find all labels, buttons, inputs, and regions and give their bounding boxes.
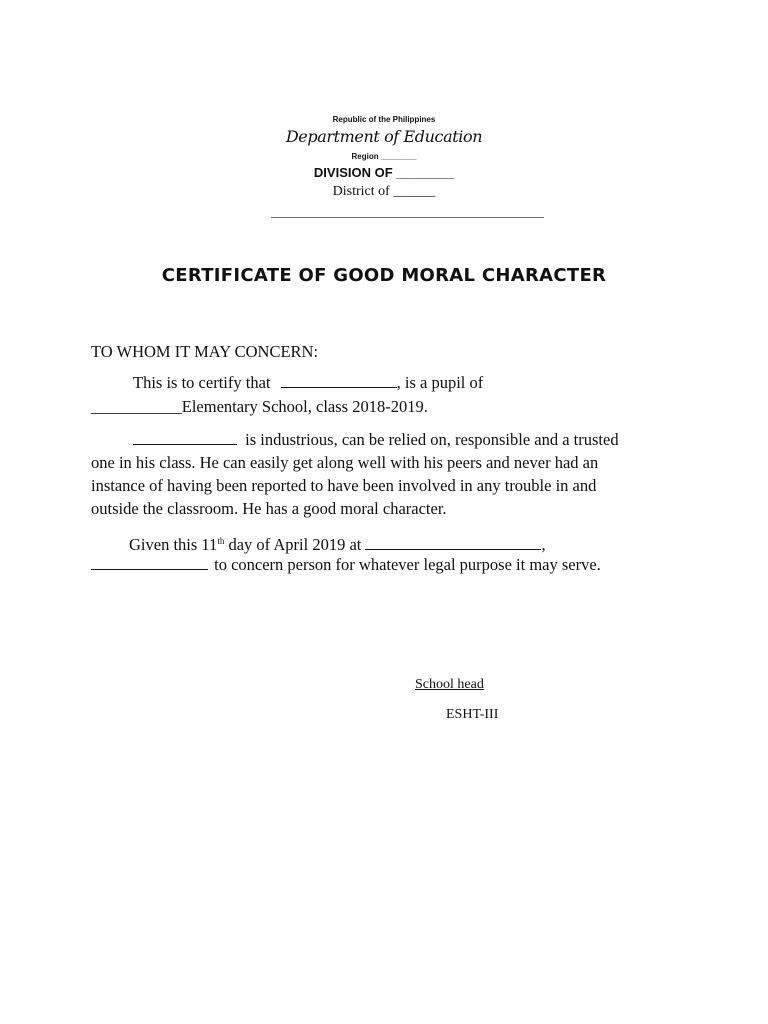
day-of-text: day of April 2019 at	[224, 535, 362, 554]
district-label: District of ______	[332, 184, 436, 199]
given-text: Given this 11	[129, 535, 218, 554]
division-label: DIVISION OF ________	[313, 165, 455, 180]
pupil-name-blank-2	[133, 429, 237, 445]
pupil-of-text: is a pupil of	[404, 373, 484, 392]
republic-label: Republic of the Philippines	[332, 115, 436, 124]
signatory-name: School head	[415, 677, 484, 692]
paragraph2-line1	[133, 428, 619, 451]
issued-to-blank	[91, 554, 208, 570]
salutation: TO WHOM IT MAY CONCERN:	[91, 342, 319, 361]
paragraph2-line4: outside the classroom. He has a good moral character.	[91, 499, 447, 518]
region-label: Region ________	[351, 152, 417, 161]
department-name: Department of Education	[285, 127, 483, 146]
paragraph1-line1	[133, 371, 483, 394]
paragraph3-line2	[91, 553, 601, 576]
school-blank: ___________	[91, 397, 182, 416]
ordinal-suffix: th	[217, 536, 225, 546]
paragraph2-line2: one in his class. He can easily get along well with his peers and never had an	[91, 453, 599, 472]
comma-2: ,	[541, 535, 546, 554]
place-blank	[365, 534, 541, 550]
certify-text: This is to certify that	[133, 373, 271, 392]
purpose-text: to concern person for whatever legal purpose it may serve.	[214, 555, 601, 574]
paragraph1-line2	[91, 395, 428, 418]
comma: ,	[396, 373, 401, 392]
pupil-name-blank	[281, 372, 397, 388]
certificate-title: CERTIFICATE OF GOOD MORAL CHARACTER	[161, 265, 607, 286]
paragraph2-line3: instance of having been reported to have been involved in any trouble in and	[91, 476, 597, 495]
signatory-position: ESHT-III	[446, 707, 499, 722]
industrious-text: is industrious, can be relied on, responsible and a trusted	[245, 430, 619, 449]
school-class-text: Elementary School, class 2018-2019.	[181, 397, 428, 416]
header-divider	[271, 217, 544, 218]
